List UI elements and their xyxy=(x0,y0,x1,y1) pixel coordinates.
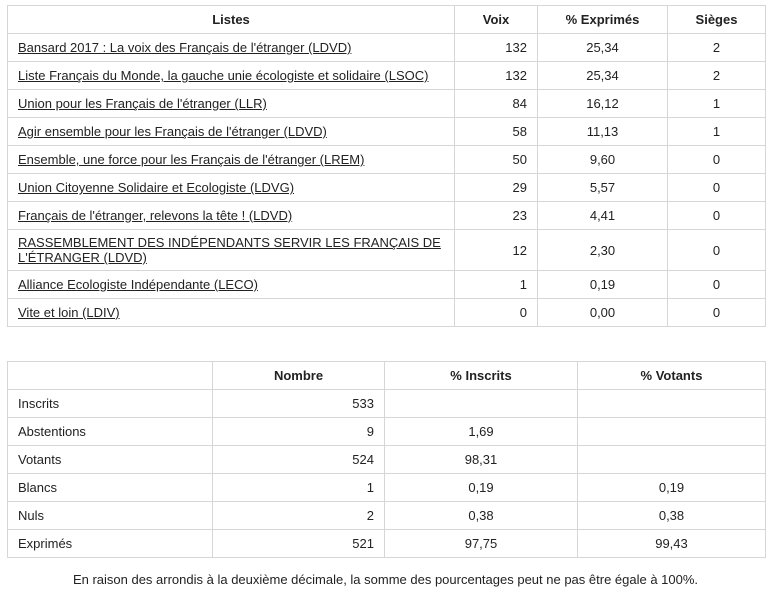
list-link[interactable]: Union Citoyenne Solidaire et Ecologiste (LDVG) xyxy=(18,180,295,195)
sieges-cell: 0 xyxy=(668,202,766,230)
table-row xyxy=(8,271,766,299)
votants-cell: 0,38 xyxy=(578,502,766,530)
row-label: Votants xyxy=(8,446,213,474)
table-row xyxy=(8,390,766,418)
exprimes-cell: 11,13 xyxy=(538,118,668,146)
sieges-cell: 0 xyxy=(668,299,766,327)
nombre-cell: 521 xyxy=(213,530,385,558)
table-row xyxy=(8,34,766,62)
row-label: Nuls xyxy=(8,502,213,530)
sieges-cell: 1 xyxy=(668,90,766,118)
header-inscrits: % Inscrits xyxy=(385,362,578,390)
exprimes-cell: 16,12 xyxy=(538,90,668,118)
header-exprimes: % Exprimés xyxy=(538,6,668,34)
sieges-cell: 0 xyxy=(668,230,766,271)
table-row xyxy=(8,174,766,202)
list-link[interactable]: Français de l'étranger, relevons la tête ! (LDVD) xyxy=(18,208,293,223)
list-link[interactable]: Bansard 2017 : La voix des Français de l'étranger (LDVD) xyxy=(18,40,352,55)
results-header-row xyxy=(8,6,766,34)
header-votants: % Votants xyxy=(578,362,766,390)
exprimes-cell: 4,41 xyxy=(538,202,668,230)
table-row xyxy=(8,502,766,530)
nombre-cell: 533 xyxy=(213,390,385,418)
voix-cell: 12 xyxy=(455,230,538,271)
exprimes-cell: 2,30 xyxy=(538,230,668,271)
row-label: Inscrits xyxy=(8,390,213,418)
list-link[interactable]: Vite et loin (LDIV) xyxy=(18,305,120,320)
voix-cell: 29 xyxy=(455,174,538,202)
table-row xyxy=(8,418,766,446)
exprimes-cell: 9,60 xyxy=(538,146,668,174)
voix-cell: 132 xyxy=(455,34,538,62)
voix-cell: 50 xyxy=(455,146,538,174)
table-row xyxy=(8,230,766,271)
nombre-cell: 2 xyxy=(213,502,385,530)
table-row xyxy=(8,90,766,118)
nombre-cell: 524 xyxy=(213,446,385,474)
header-listes: Listes xyxy=(8,6,455,34)
list-link[interactable]: Union pour les Français de l'étranger (LLR) xyxy=(18,96,267,111)
header-sieges: Sièges xyxy=(668,6,766,34)
results-table xyxy=(7,5,766,327)
exprimes-cell: 0,00 xyxy=(538,299,668,327)
nombre-cell: 1 xyxy=(213,474,385,502)
inscrits-cell: 98,31 xyxy=(385,446,578,474)
voix-cell: 23 xyxy=(455,202,538,230)
votants-cell xyxy=(578,390,766,418)
votants-cell xyxy=(578,446,766,474)
table-row xyxy=(8,474,766,502)
sieges-cell: 1 xyxy=(668,118,766,146)
inscrits-cell: 1,69 xyxy=(385,418,578,446)
sieges-cell: 0 xyxy=(668,174,766,202)
table-row xyxy=(8,146,766,174)
exprimes-cell: 25,34 xyxy=(538,62,668,90)
table-row xyxy=(8,299,766,327)
list-link[interactable]: Liste Français du Monde, la gauche unie écologiste et solidaire (LSOC) xyxy=(18,68,429,83)
list-link[interactable]: Alliance Ecologiste Indépendante (LECO) xyxy=(18,277,258,292)
row-label: Blancs xyxy=(8,474,213,502)
votants-cell: 0,19 xyxy=(578,474,766,502)
list-link[interactable]: RASSEMBLEMENT DES INDÉPENDANTS SERVIR LES FRANÇAIS DE L'ÉTRANGER (LDVD) xyxy=(18,235,441,265)
sieges-cell: 2 xyxy=(668,34,766,62)
table-row xyxy=(8,530,766,558)
inscrits-cell: 0,19 xyxy=(385,474,578,502)
exprimes-cell: 0,19 xyxy=(538,271,668,299)
voix-cell: 58 xyxy=(455,118,538,146)
header-voix: Voix xyxy=(455,6,538,34)
votants-cell xyxy=(578,418,766,446)
sieges-cell: 2 xyxy=(668,62,766,90)
row-label: Abstentions xyxy=(8,418,213,446)
table-row xyxy=(8,118,766,146)
voix-cell: 1 xyxy=(455,271,538,299)
voix-cell: 0 xyxy=(455,299,538,327)
table-row xyxy=(8,62,766,90)
nombre-cell: 9 xyxy=(213,418,385,446)
sieges-cell: 0 xyxy=(668,271,766,299)
votants-cell: 99,43 xyxy=(578,530,766,558)
list-link[interactable]: Agir ensemble pour les Français de l'étranger (LDVD) xyxy=(18,124,327,139)
table-row xyxy=(8,202,766,230)
participation-header-row xyxy=(8,362,766,390)
participation-table xyxy=(7,361,766,558)
exprimes-cell: 5,57 xyxy=(538,174,668,202)
row-label: Exprimés xyxy=(8,530,213,558)
sieges-cell: 0 xyxy=(668,146,766,174)
header-blank xyxy=(8,362,213,390)
exprimes-cell: 25,34 xyxy=(538,34,668,62)
inscrits-cell: 0,38 xyxy=(385,502,578,530)
table-row xyxy=(8,446,766,474)
rounding-footnote: En raison des arrondis à la deuxième décimale, la somme des pourcentages peut ne pas être égale à 100%. xyxy=(72,572,699,587)
voix-cell: 132 xyxy=(455,62,538,90)
inscrits-cell xyxy=(385,390,578,418)
inscrits-cell: 97,75 xyxy=(385,530,578,558)
list-link[interactable]: Ensemble, une force pour les Français de l'étranger (LREM) xyxy=(18,152,365,167)
voix-cell: 84 xyxy=(455,90,538,118)
header-nombre: Nombre xyxy=(213,362,385,390)
